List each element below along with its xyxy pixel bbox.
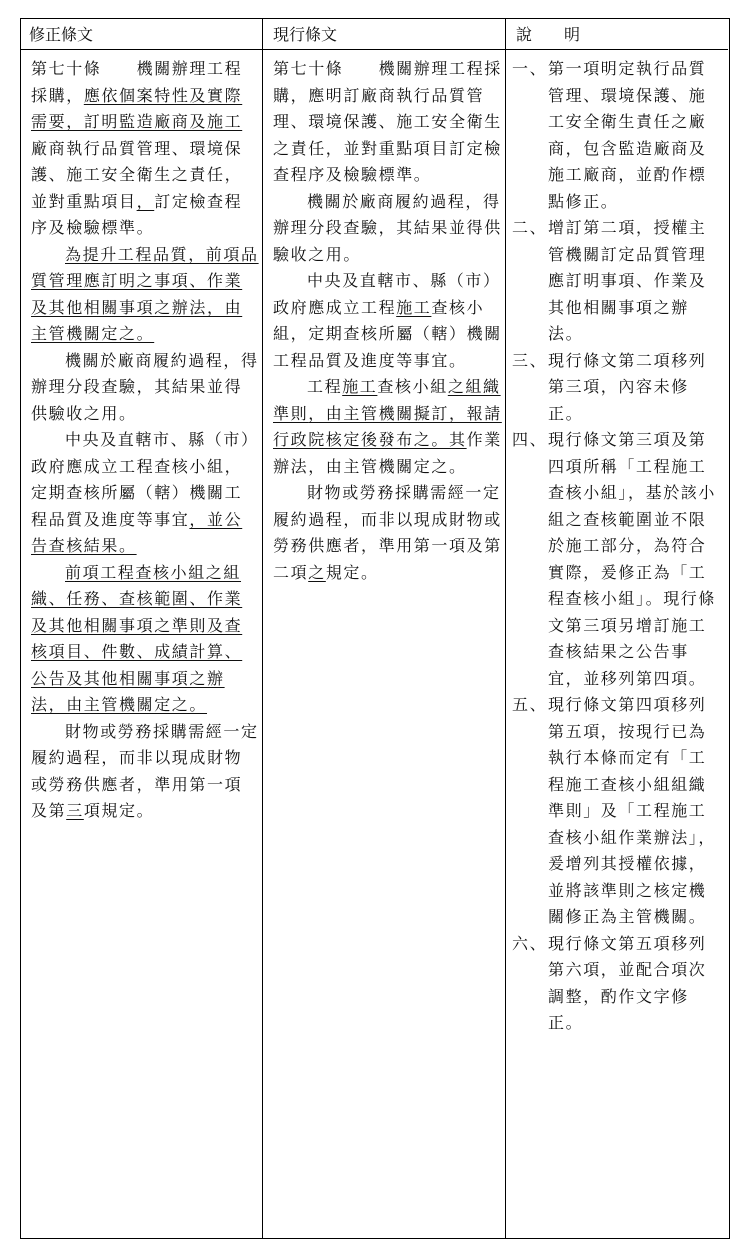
current-para-4 <box>263 374 506 480</box>
amended-p1-b: 應依個案特性及實際需要，訂明監造廠商及施工 <box>31 85 243 131</box>
explanation-column <box>506 50 728 1238</box>
current-p3-b: 施工 <box>396 297 432 317</box>
current-para-5 <box>263 480 506 586</box>
note-text: 現行條文第四項移列第五項，按現行已為執行本條而定有「工程施工查核小組組織準則」及「工程施工查核小組作業辦法」，爰增列其授權依據，並將該準則之核定機關修正為主管機關。 <box>548 695 717 926</box>
note-number: 三、 <box>512 350 548 370</box>
note-text: 第一項明定執行品質管理、環境保護、施工安全衛生責任之廠商，包含監造廠商及施工廠商，並酌作標點修正。 <box>548 59 707 211</box>
current-p4-e: ，由主管機關擬訂，報請行政院核定後發布之。 <box>273 403 502 449</box>
header-current: 現行條文 <box>263 19 506 50</box>
note-number: 六、 <box>512 933 548 953</box>
note-text: 現行條文第三項及第四項所稱「工程施工查核小組」，基於該小組之查核範圍並不限於施工部分，為符合實際，爰修正為「工程查核小組」。現行條文第三項另增訂施工查核結果之公告事宜，並移列第四項。 <box>548 430 717 688</box>
note-item <box>506 692 728 931</box>
header-explanation: 說 明 <box>506 19 728 50</box>
amended-para-6 <box>21 719 263 825</box>
amended-para-5 <box>21 560 263 719</box>
note-text: 現行條文第五項移列第六項，並配合項次調整，酌作文字修正。 <box>548 933 707 1032</box>
amended-p1-d: ， <box>136 191 155 211</box>
amended-para-4 <box>21 427 263 560</box>
current-p4-f: 其 <box>449 430 467 449</box>
current-p5-b: 之 <box>308 562 326 582</box>
note-item <box>506 215 728 348</box>
current-para-3 <box>263 268 506 374</box>
current-p4-c: 查核小組 <box>377 377 448 396</box>
current-column <box>263 50 506 1238</box>
note-number: 五、 <box>512 695 548 714</box>
amended-para-1 <box>21 56 263 242</box>
amended-p6-a: 財物或勞務採購需經一定履約過程，而非以現成財物或勞務供應者，準用第一項及第 <box>31 721 259 820</box>
note-text: 現行條文第二項移列第三項，內容未修正。 <box>548 350 707 423</box>
amended-p6-c: 項規定。 <box>83 801 155 820</box>
amended-p1-a: 第七十條 機關辦理工程採購， <box>31 59 243 105</box>
current-p3-c: 查核小組，定期查核所屬（轄）機關工程品質及進度等事宜。 <box>273 297 502 370</box>
amended-para-2 <box>21 242 263 348</box>
note-item <box>506 931 728 1037</box>
current-p5-c: 規定。 <box>325 562 379 582</box>
current-p4-d: 之組織準則 <box>273 377 501 423</box>
current-p4-g: 作業辦法，由主管機關定之。 <box>273 430 502 476</box>
header-amended: 修正條文 <box>21 19 263 50</box>
note-text: 增訂第二項，授權主管機關訂定品質管理應訂明事項、作業及其他相關事項之辦法。 <box>548 218 707 343</box>
note-number: 四、 <box>512 430 548 449</box>
current-p4-a: 工程 <box>307 377 343 396</box>
comparison-table <box>20 18 730 1239</box>
amended-column <box>21 50 263 1238</box>
note-item <box>506 427 728 692</box>
note-number: 二、 <box>512 218 548 237</box>
amended-p1-c: 廠商執行品質管理、環境保護、施工安全衛生之責任，並對重點項目 <box>31 138 243 211</box>
current-para-2: 機關於廠商履約過程，得辦理分段查驗，其結果並得供驗收之用。 <box>273 191 502 264</box>
amended-p1-e: 訂定檢查程序及檢驗標準。 <box>31 191 243 237</box>
amended-p2-text: 為提升工程品質，前項品質管理應訂明之事項、作業及其他相關事項之辦法，由主管機關定之。 <box>31 244 259 343</box>
note-item <box>506 56 728 215</box>
note-number: 一、 <box>512 59 548 78</box>
amended-para-3: 機關於廠商履約過程，得辦理分段查驗，其結果並得供驗收之用。 <box>31 350 259 423</box>
amended-p4-a: 中央及直轄市、縣（市）政府應成立工程查核小組，定期查核所屬（轄）機關工程品質及進度等事宜 <box>31 430 259 529</box>
current-p5-a: 財物或勞務採購需經一定履約過程，而非以現成財物或勞務供應者，準用第一項及第二項 <box>273 483 502 582</box>
current-p4-b: 施工 <box>342 377 378 396</box>
amended-p5-text: 前項工程查核小組之組織、任務、查核範圍、作業及其他相關事項之準則及查核項目、件數、成績計算、公告及其他相關事項之辦法，由主管機關定之。 <box>31 562 243 714</box>
note-item <box>506 348 728 428</box>
amended-p6-b: 三 <box>66 801 84 820</box>
amended-p4-b: ，並公告查核結果。 <box>31 509 243 555</box>
current-p3-a: 中央及直轄市、縣（市）政府應成立工程 <box>273 271 501 317</box>
current-para-1: 第七十條 機關辦理工程採購，應明訂廠商執行品質管理、環境保護、施工安全衛生之責任，並對重點項目訂定檢查程序及檢驗標準。 <box>273 59 502 184</box>
